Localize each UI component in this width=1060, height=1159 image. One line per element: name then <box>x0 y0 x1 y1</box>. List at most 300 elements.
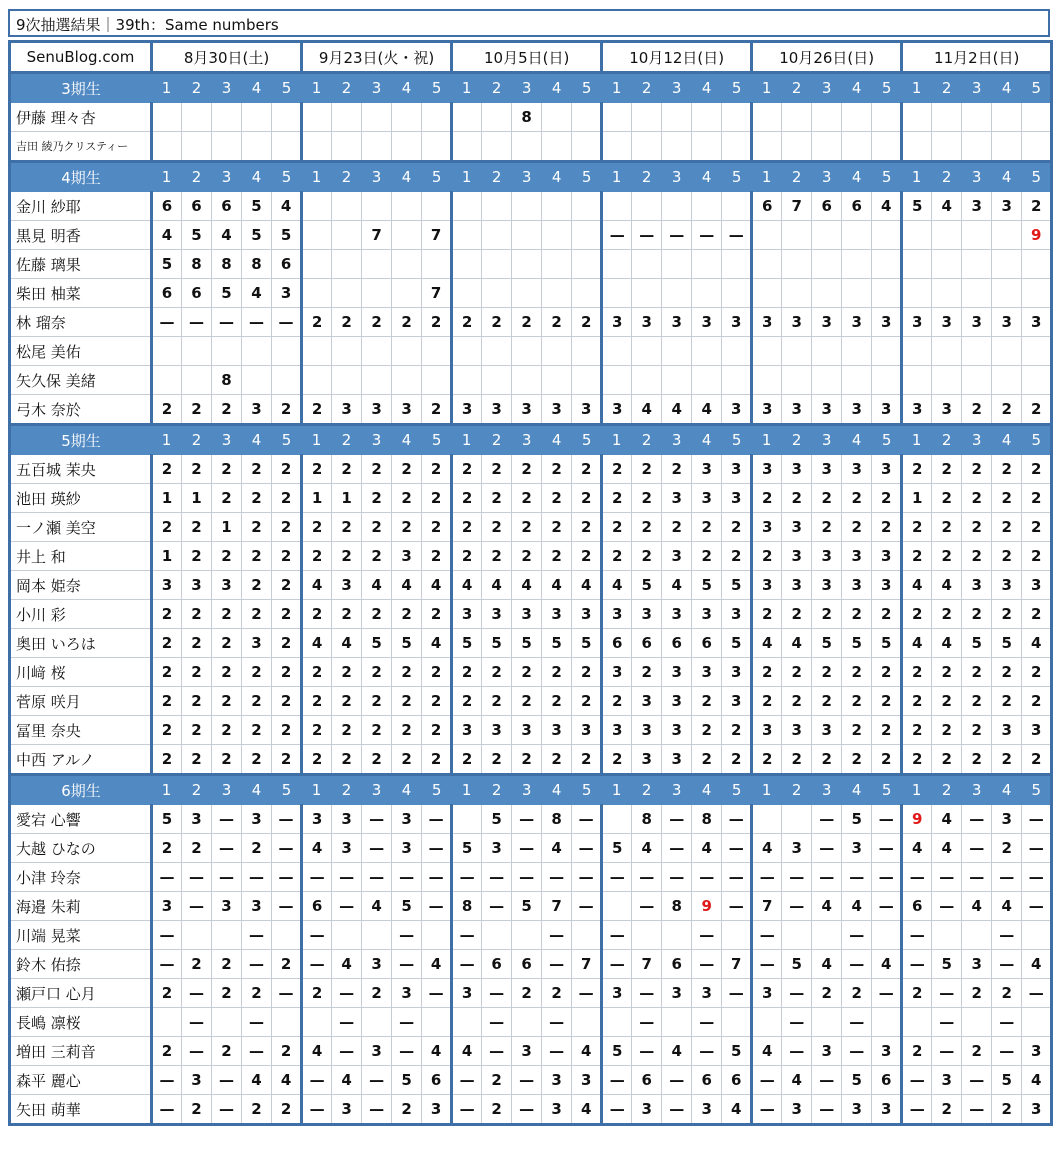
result-cell: 3 <box>542 1095 572 1125</box>
result-cell: 2 <box>152 834 182 863</box>
member-row <box>10 250 1052 279</box>
result-cell: 3 <box>812 308 842 337</box>
result-cell: 2 <box>362 308 392 337</box>
result-cell: 3 <box>842 1095 872 1125</box>
member-name: 川﨑 桜 <box>10 658 152 687</box>
result-cell: 4 <box>632 395 662 425</box>
result-cell: 2 <box>992 542 1022 571</box>
result-cell: 2 <box>392 600 422 629</box>
result-cell <box>362 337 392 366</box>
result-cell: 2 <box>812 979 842 1008</box>
result-cell: 1 <box>332 484 362 513</box>
result-cell: — <box>872 863 902 892</box>
result-cell <box>452 279 482 308</box>
result-cell: 3 <box>962 950 992 979</box>
result-cell: 2 <box>242 571 272 600</box>
result-cell: 6 <box>602 629 632 658</box>
result-cell: 3 <box>632 600 662 629</box>
result-cell: 8 <box>212 366 242 395</box>
result-cell: — <box>902 863 932 892</box>
result-cell <box>812 132 842 162</box>
result-cell <box>872 366 902 395</box>
result-cell <box>422 921 452 950</box>
results-table-body <box>10 42 1052 1125</box>
member-row <box>10 629 1052 658</box>
result-cell <box>542 366 572 395</box>
result-cell: 3 <box>272 279 302 308</box>
result-cell: 2 <box>182 1095 212 1125</box>
result-cell <box>332 103 362 132</box>
member-name: 小川 彩 <box>10 600 152 629</box>
result-cell <box>662 921 692 950</box>
result-cell: 2 <box>752 658 782 687</box>
member-row <box>10 1008 1052 1037</box>
result-cell <box>632 921 662 950</box>
result-cell: 3 <box>242 629 272 658</box>
result-cell: 2 <box>332 308 362 337</box>
result-cell <box>1022 103 1052 132</box>
result-cell: 6 <box>482 950 512 979</box>
result-cell: — <box>512 1066 542 1095</box>
result-cell: — <box>1022 863 1052 892</box>
result-cell: 3 <box>782 395 812 425</box>
result-cell: 2 <box>692 513 722 542</box>
result-cell: 2 <box>212 395 242 425</box>
result-cell <box>512 192 542 221</box>
result-cell: 3 <box>962 192 992 221</box>
result-cell: 3 <box>872 542 902 571</box>
result-cell: — <box>302 1095 332 1125</box>
result-cell: 6 <box>872 1066 902 1095</box>
result-cell: 2 <box>242 513 272 542</box>
result-cell: 5 <box>722 1037 752 1066</box>
result-cell: 2 <box>452 687 482 716</box>
result-cell <box>842 279 872 308</box>
result-cell <box>752 1008 782 1037</box>
result-cell: 5 <box>992 629 1022 658</box>
result-cell <box>632 132 662 162</box>
part-number: 1 <box>752 775 782 805</box>
result-cell <box>602 132 632 162</box>
result-cell: 2 <box>752 542 782 571</box>
part-number: 3 <box>812 73 842 103</box>
member-name: 愛宕 心響 <box>10 805 152 834</box>
result-cell: 3 <box>572 1066 602 1095</box>
result-cell: 2 <box>422 513 452 542</box>
result-cell <box>692 192 722 221</box>
result-cell <box>362 366 392 395</box>
result-cell <box>872 221 902 250</box>
result-cell: 7 <box>362 221 392 250</box>
result-cell: — <box>782 979 812 1008</box>
result-cell: 4 <box>332 629 362 658</box>
result-cell: 3 <box>962 571 992 600</box>
part-number: 4 <box>542 73 572 103</box>
result-cell <box>782 805 812 834</box>
result-cell <box>482 103 512 132</box>
part-number: 2 <box>632 73 662 103</box>
result-cell <box>632 250 662 279</box>
result-cell: 3 <box>782 571 812 600</box>
result-cell: — <box>722 892 752 921</box>
result-cell: 1 <box>902 484 932 513</box>
result-cell: 2 <box>722 745 752 775</box>
results-sheet <box>8 9 1050 1126</box>
result-cell: — <box>1022 892 1052 921</box>
result-cell: 2 <box>692 687 722 716</box>
result-cell: — <box>692 950 722 979</box>
result-cell: 8 <box>512 103 542 132</box>
result-cell <box>602 366 632 395</box>
part-number: 5 <box>872 162 902 192</box>
part-number: 2 <box>182 775 212 805</box>
result-cell <box>182 366 212 395</box>
result-cell: 4 <box>782 629 812 658</box>
result-cell: — <box>182 863 212 892</box>
result-cell: — <box>452 863 482 892</box>
result-cell: 2 <box>152 455 182 484</box>
result-cell <box>782 250 812 279</box>
member-row <box>10 805 1052 834</box>
result-cell: 2 <box>752 484 782 513</box>
result-cell: — <box>962 863 992 892</box>
result-cell: 2 <box>422 308 452 337</box>
part-number: 5 <box>272 162 302 192</box>
result-cell <box>302 279 332 308</box>
result-cell: 2 <box>752 600 782 629</box>
part-number: 5 <box>1022 162 1052 192</box>
part-number: 3 <box>962 162 992 192</box>
result-cell: — <box>992 950 1022 979</box>
result-cell <box>602 279 632 308</box>
result-cell: 4 <box>1022 950 1052 979</box>
result-cell: 3 <box>752 571 782 600</box>
result-cell: 3 <box>602 600 632 629</box>
result-cell: 2 <box>362 484 392 513</box>
result-cell <box>452 132 482 162</box>
result-cell <box>842 337 872 366</box>
part-number: 4 <box>542 425 572 455</box>
part-number: 2 <box>482 162 512 192</box>
result-cell: 2 <box>572 484 602 513</box>
result-cell: 8 <box>542 805 572 834</box>
result-cell: 2 <box>392 658 422 687</box>
result-cell: 3 <box>692 600 722 629</box>
result-cell: 4 <box>842 892 872 921</box>
result-cell: 3 <box>662 484 692 513</box>
result-cell <box>212 132 242 162</box>
result-cell: — <box>542 1008 572 1037</box>
result-cell: 2 <box>152 687 182 716</box>
result-cell: — <box>662 834 692 863</box>
result-cell: 2 <box>842 484 872 513</box>
result-cell: 3 <box>632 687 662 716</box>
result-cell: 4 <box>302 571 332 600</box>
part-number: 3 <box>362 162 392 192</box>
date-header: 11月2日(日) <box>902 42 1052 73</box>
result-cell: — <box>542 950 572 979</box>
result-cell: — <box>902 921 932 950</box>
part-number: 1 <box>452 425 482 455</box>
result-cell <box>902 279 932 308</box>
result-cell: — <box>512 805 542 834</box>
result-cell <box>302 337 332 366</box>
result-cell <box>392 250 422 279</box>
result-cell <box>752 805 782 834</box>
result-cell <box>752 250 782 279</box>
result-cell <box>662 250 692 279</box>
part-number: 3 <box>962 775 992 805</box>
result-cell: — <box>752 1066 782 1095</box>
result-cell: 2 <box>182 629 212 658</box>
result-cell: 2 <box>842 716 872 745</box>
result-cell: 2 <box>842 600 872 629</box>
result-cell: — <box>182 1008 212 1037</box>
result-cell: 3 <box>902 308 932 337</box>
result-cell: — <box>872 979 902 1008</box>
result-cell: 2 <box>1022 455 1052 484</box>
result-cell: — <box>782 892 812 921</box>
result-cell: 4 <box>212 221 242 250</box>
result-cell <box>332 366 362 395</box>
result-cell: — <box>842 1008 872 1037</box>
result-cell: — <box>392 1008 422 1037</box>
result-cell: — <box>242 308 272 337</box>
result-cell: 2 <box>302 600 332 629</box>
result-cell: 2 <box>932 716 962 745</box>
date-header-row <box>10 42 1052 73</box>
result-cell: 5 <box>272 221 302 250</box>
result-cell: — <box>1022 979 1052 1008</box>
part-number: 2 <box>932 425 962 455</box>
result-cell <box>452 192 482 221</box>
result-cell: 2 <box>212 950 242 979</box>
result-cell: 2 <box>212 600 242 629</box>
result-cell: 2 <box>332 455 362 484</box>
result-cell: 4 <box>332 1066 362 1095</box>
part-number: 2 <box>782 425 812 455</box>
result-cell: 4 <box>932 192 962 221</box>
result-cell <box>782 366 812 395</box>
result-cell: — <box>182 892 212 921</box>
result-cell: 2 <box>542 513 572 542</box>
result-cell: 3 <box>692 484 722 513</box>
result-cell: 3 <box>332 1095 362 1125</box>
result-cell <box>962 103 992 132</box>
result-cell: 4 <box>662 395 692 425</box>
result-cell <box>422 366 452 395</box>
result-cell: — <box>692 221 722 250</box>
result-cell <box>932 103 962 132</box>
result-cell: — <box>272 805 302 834</box>
result-cell: — <box>842 921 872 950</box>
result-cell: 2 <box>422 745 452 775</box>
result-cell: 3 <box>662 745 692 775</box>
result-cell: 3 <box>452 395 482 425</box>
result-cell <box>392 366 422 395</box>
result-cell: — <box>392 1037 422 1066</box>
result-cell: 4 <box>542 571 572 600</box>
result-cell: 4 <box>902 629 932 658</box>
result-cell: 2 <box>542 455 572 484</box>
result-cell: 2 <box>1022 542 1052 571</box>
result-cell: — <box>422 834 452 863</box>
result-cell: 2 <box>872 513 902 542</box>
result-cell: — <box>932 1037 962 1066</box>
member-row <box>10 921 1052 950</box>
result-cell <box>242 337 272 366</box>
result-cell: 2 <box>812 687 842 716</box>
result-cell: 3 <box>842 571 872 600</box>
result-cell: 2 <box>392 484 422 513</box>
part-number: 3 <box>812 162 842 192</box>
result-cell: 3 <box>992 571 1022 600</box>
member-row <box>10 221 1052 250</box>
result-cell: 7 <box>722 950 752 979</box>
result-cell: 2 <box>242 716 272 745</box>
result-cell <box>872 132 902 162</box>
result-cell <box>572 132 602 162</box>
result-cell: 2 <box>782 658 812 687</box>
result-cell: 5 <box>962 629 992 658</box>
part-number: 2 <box>632 162 662 192</box>
result-cell: 2 <box>872 716 902 745</box>
result-cell: 6 <box>842 192 872 221</box>
result-cell: 2 <box>272 571 302 600</box>
result-cell <box>752 337 782 366</box>
result-cell <box>752 279 782 308</box>
result-cell: — <box>572 805 602 834</box>
member-name: 黒見 明香 <box>10 221 152 250</box>
result-cell: 2 <box>932 687 962 716</box>
result-cell <box>272 366 302 395</box>
result-cell: 3 <box>722 600 752 629</box>
result-cell: 2 <box>392 455 422 484</box>
result-cell: — <box>662 863 692 892</box>
result-cell: — <box>452 921 482 950</box>
result-cell: 3 <box>332 571 362 600</box>
part-number: 4 <box>242 425 272 455</box>
result-cell <box>812 1008 842 1037</box>
result-cell <box>692 337 722 366</box>
result-cell <box>602 805 632 834</box>
result-cell <box>302 366 332 395</box>
part-number: 3 <box>512 775 542 805</box>
result-cell: — <box>152 863 182 892</box>
part-number: 4 <box>842 73 872 103</box>
result-cell <box>1022 337 1052 366</box>
result-cell: 5 <box>452 834 482 863</box>
result-cell <box>662 279 692 308</box>
result-cell <box>932 132 962 162</box>
result-cell <box>1022 279 1052 308</box>
result-cell: 4 <box>1022 1066 1052 1095</box>
result-cell: 2 <box>902 1037 932 1066</box>
result-cell: 3 <box>392 805 422 834</box>
result-cell: 5 <box>242 221 272 250</box>
member-name: 瀬戸口 心月 <box>10 979 152 1008</box>
result-cell: — <box>752 1095 782 1125</box>
result-cell: 2 <box>542 687 572 716</box>
result-cell: — <box>602 950 632 979</box>
result-cell: 2 <box>272 745 302 775</box>
result-cell: 2 <box>812 513 842 542</box>
part-number: 3 <box>812 425 842 455</box>
result-cell: 3 <box>392 834 422 863</box>
result-cell: 3 <box>662 687 692 716</box>
result-cell: 4 <box>812 892 842 921</box>
result-cell <box>932 221 962 250</box>
result-cell: 2 <box>962 395 992 425</box>
result-cell: — <box>212 1066 242 1095</box>
result-cell <box>362 192 392 221</box>
result-cell: — <box>242 921 272 950</box>
result-cell <box>272 921 302 950</box>
result-cell: — <box>782 1037 812 1066</box>
result-cell: 2 <box>332 687 362 716</box>
result-cell: 3 <box>752 455 782 484</box>
result-cell: 5 <box>632 571 662 600</box>
member-row <box>10 863 1052 892</box>
result-cell: 2 <box>302 658 332 687</box>
result-cell: 2 <box>692 745 722 775</box>
result-cell <box>992 366 1022 395</box>
result-cell: — <box>692 863 722 892</box>
result-cell: — <box>842 950 872 979</box>
part-number: 3 <box>962 425 992 455</box>
part-number: 5 <box>572 73 602 103</box>
member-row <box>10 484 1052 513</box>
part-number: 1 <box>752 162 782 192</box>
result-cell: — <box>1022 805 1052 834</box>
result-cell: 2 <box>302 542 332 571</box>
part-number: 4 <box>692 775 722 805</box>
result-cell <box>542 337 572 366</box>
result-cell: — <box>632 1037 662 1066</box>
result-cell: 3 <box>752 979 782 1008</box>
part-number: 5 <box>722 73 752 103</box>
result-cell: 3 <box>932 308 962 337</box>
result-cell: 2 <box>482 745 512 775</box>
result-cell: 2 <box>422 395 452 425</box>
result-cell: 5 <box>242 192 272 221</box>
result-cell: 2 <box>152 395 182 425</box>
result-cell: 8 <box>212 250 242 279</box>
result-cell <box>242 366 272 395</box>
result-cell: — <box>332 863 362 892</box>
result-cell: — <box>692 921 722 950</box>
part-number: 1 <box>302 73 332 103</box>
result-cell <box>332 337 362 366</box>
result-cell <box>452 1008 482 1037</box>
result-cell: 6 <box>422 1066 452 1095</box>
result-cell: — <box>242 950 272 979</box>
result-cell: 2 <box>362 716 392 745</box>
result-cell <box>722 279 752 308</box>
result-cell: 3 <box>692 658 722 687</box>
member-name: 森平 麗心 <box>10 1066 152 1095</box>
result-cell: 2 <box>902 716 932 745</box>
result-cell: 2 <box>842 745 872 775</box>
site-label: SenuBlog.com <box>10 42 152 73</box>
result-cell: 2 <box>212 484 242 513</box>
result-cell: 2 <box>362 687 392 716</box>
result-cell: — <box>152 1066 182 1095</box>
result-cell: — <box>212 834 242 863</box>
result-cell: — <box>602 921 632 950</box>
result-cell: 2 <box>152 658 182 687</box>
result-cell: 2 <box>362 979 392 1008</box>
